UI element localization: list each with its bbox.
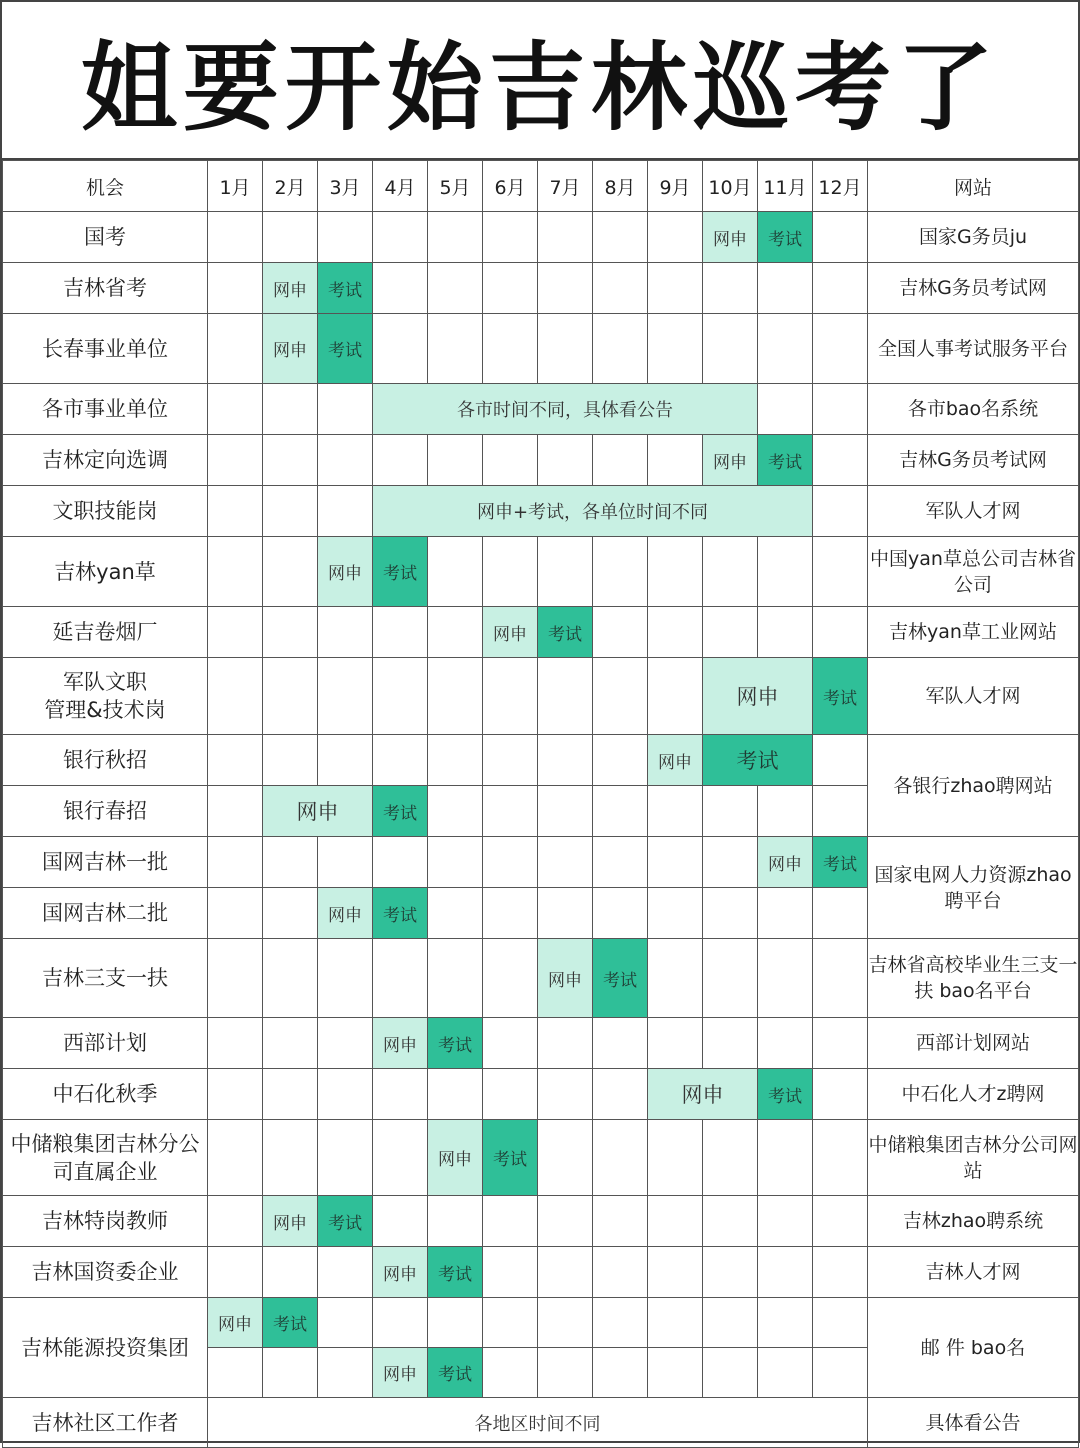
- header-month: 1月: [208, 161, 263, 212]
- apply-cell: 网申: [703, 658, 813, 735]
- table-row: [3, 1247, 1079, 1298]
- table-row: [3, 658, 1079, 735]
- table-row: [3, 1298, 1079, 1348]
- apply-cell: 网申: [318, 888, 373, 939]
- exam-cell: 考试: [373, 888, 428, 939]
- table-row: [3, 314, 1079, 384]
- apply-cell: 网申: [758, 837, 813, 888]
- row-name: 延吉卷烟厂: [3, 607, 208, 658]
- row-name: 吉林能源投资集团: [3, 1298, 208, 1398]
- apply-cell: 网申: [538, 939, 593, 1018]
- table-row: [3, 607, 1079, 658]
- row-website: 邮 件 bao名: [868, 1298, 1079, 1398]
- span-note-cell: 各市时间不同，具体看公告: [373, 384, 758, 435]
- header-month: 8月: [593, 161, 648, 212]
- span-note-cell: 各地区时间不同: [208, 1398, 868, 1448]
- exam-cell: 考试: [428, 1247, 483, 1298]
- row-name: 吉林定向选调: [3, 435, 208, 486]
- exam-cell: 考试: [318, 1196, 373, 1247]
- header-website: 网站: [868, 161, 1079, 212]
- schedule-table: [2, 160, 1079, 1448]
- row-name: 吉林国资委企业: [3, 1247, 208, 1298]
- header-month: 9月: [648, 161, 703, 212]
- table-row: [3, 1069, 1079, 1120]
- apply-cell: 网申: [648, 735, 703, 786]
- row-name: 国网吉林一批: [3, 837, 208, 888]
- row-website: 国家电网人力资源zhao聘平台: [868, 837, 1079, 939]
- exam-cell: 考试: [758, 1069, 813, 1120]
- row-website: 吉林人才网: [868, 1247, 1079, 1298]
- exam-cell: 考试: [318, 314, 373, 384]
- row-name-line: 军队文职: [63, 670, 147, 694]
- exam-cell: 考试: [703, 735, 813, 786]
- header-opportunity: 机会: [3, 161, 208, 212]
- table-row: [3, 384, 1079, 435]
- row-website: 吉林yan草工业网站: [868, 607, 1079, 658]
- header-month: 10月: [703, 161, 758, 212]
- exam-cell: 考试: [758, 212, 813, 263]
- table-row: [3, 837, 1079, 888]
- row-website: 西部计划网站: [868, 1018, 1079, 1069]
- table-row: [3, 939, 1079, 1018]
- exam-cell: 考试: [428, 1348, 483, 1398]
- row-name: 中石化秋季: [3, 1069, 208, 1120]
- header-month: 2月: [263, 161, 318, 212]
- row-website: 吉林G务员考试网: [868, 435, 1079, 486]
- table-row: [3, 486, 1079, 537]
- row-website: 各市bao名系统: [868, 384, 1079, 435]
- apply-cell: 网申: [648, 1069, 758, 1120]
- row-website: 军队人才网: [868, 486, 1079, 537]
- apply-cell: 网申: [373, 1348, 428, 1398]
- row-name: 文职技能岗: [3, 486, 208, 537]
- exam-cell: 考试: [263, 1298, 318, 1348]
- table-row: [3, 1018, 1079, 1069]
- row-website: 具体看公告: [868, 1398, 1079, 1448]
- table-row: [3, 735, 1079, 786]
- apply-cell: 网申: [428, 1120, 483, 1196]
- header-month: 3月: [318, 161, 373, 212]
- header-month: 12月: [813, 161, 868, 212]
- apply-cell: 网申: [318, 537, 373, 607]
- row-name: 吉林三支一扶: [3, 939, 208, 1018]
- row-name: 银行秋招: [3, 735, 208, 786]
- header-month: 5月: [428, 161, 483, 212]
- exam-cell: 考试: [373, 786, 428, 837]
- row-website: 军队人才网: [868, 658, 1079, 735]
- header-row: [3, 161, 1079, 212]
- row-website: 吉林省高校毕业生三支一扶 bao名平台: [868, 939, 1079, 1018]
- table-row: [3, 1398, 1079, 1448]
- exam-cell: 考试: [428, 1018, 483, 1069]
- row-website: 吉林G务员考试网: [868, 263, 1079, 314]
- exam-cell: 考试: [483, 1120, 538, 1196]
- row-name: 长春事业单位: [3, 314, 208, 384]
- row-name: 吉林社区工作者: [3, 1398, 208, 1448]
- apply-cell: 网申: [263, 786, 373, 837]
- row-website: 中国yan草总公司吉林省公司: [868, 537, 1079, 607]
- header-month: 7月: [538, 161, 593, 212]
- apply-cell: 网申: [483, 607, 538, 658]
- exam-cell: 考试: [758, 435, 813, 486]
- exam-cell: 考试: [813, 837, 868, 888]
- row-website: 全国人事考试服务平台: [868, 314, 1079, 384]
- row-name: 吉林省考: [3, 263, 208, 314]
- exam-cell: 考试: [813, 658, 868, 735]
- table-row: [3, 537, 1079, 607]
- row-website: 吉林zhao聘系统: [868, 1196, 1079, 1247]
- header-month: 6月: [483, 161, 538, 212]
- row-name: 国网吉林二批: [3, 888, 208, 939]
- row-name-line: 管理&技术岗: [44, 698, 166, 722]
- table-row: [3, 263, 1079, 314]
- row-name: 国考: [3, 212, 208, 263]
- exam-cell: 考试: [538, 607, 593, 658]
- row-name: 吉林特岗教师: [3, 1196, 208, 1247]
- table-row: [3, 1120, 1079, 1196]
- table-row: [3, 1196, 1079, 1247]
- row-name: [3, 658, 208, 735]
- exam-cell: 考试: [318, 263, 373, 314]
- apply-cell: 网申: [373, 1247, 428, 1298]
- row-name: 银行春招: [3, 786, 208, 837]
- apply-cell: 网申: [373, 1018, 428, 1069]
- apply-cell: 网申: [208, 1298, 263, 1348]
- apply-cell: 网申: [263, 314, 318, 384]
- row-website: 各银行zhao聘网站: [868, 735, 1079, 837]
- row-name: 西部计划: [3, 1018, 208, 1069]
- header-month: 11月: [758, 161, 813, 212]
- row-name: 各市事业单位: [3, 384, 208, 435]
- exam-cell: 考试: [593, 939, 648, 1018]
- row-name: 吉林yan草: [3, 537, 208, 607]
- apply-cell: 网申: [263, 263, 318, 314]
- apply-cell: 网申: [703, 212, 758, 263]
- exam-cell: 考试: [373, 537, 428, 607]
- table-row: [3, 212, 1079, 263]
- row-website: 中石化人才z聘网: [868, 1069, 1079, 1120]
- page-title: 姐要开始吉林巡考了: [2, 2, 1078, 160]
- span-note-cell: 网申+考试，各单位时间不同: [373, 486, 813, 537]
- row-name: 中储粮集团吉林分公司直属企业: [3, 1120, 208, 1196]
- apply-cell: 网申: [263, 1196, 318, 1247]
- header-month: 4月: [373, 161, 428, 212]
- apply-cell: 网申: [703, 435, 758, 486]
- table-row: [3, 435, 1079, 486]
- row-website: 国家G务员ju: [868, 212, 1079, 263]
- row-website: 中储粮集团吉林分公司网站: [868, 1120, 1079, 1196]
